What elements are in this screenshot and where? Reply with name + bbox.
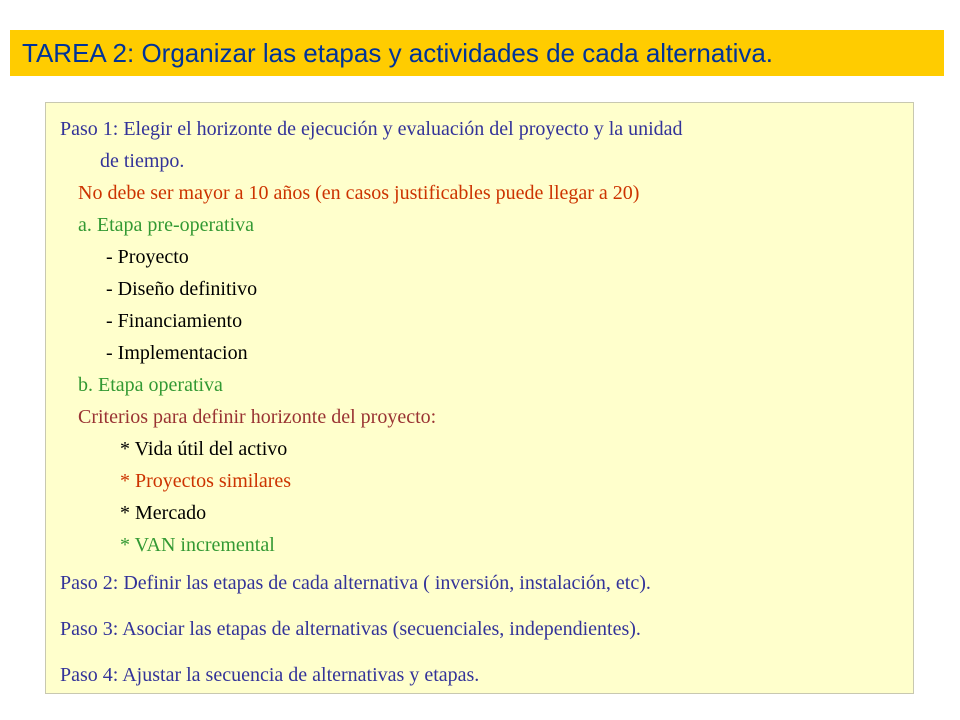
horizon-note: No debe ser mayor a 10 años (en casos justificables puede llegar a 20)	[78, 182, 640, 204]
slide-title: TAREA 2: Organizar las etapas y actividades de cada alternativa.	[22, 37, 774, 68]
paso1-line2: de tiempo.	[100, 150, 185, 172]
title-banner	[10, 30, 944, 76]
stage-a-item: - Proyecto	[106, 246, 189, 268]
stage-b-heading: b. Etapa operativa	[78, 374, 223, 396]
paso1-line1: Paso 1: Elegir el horizonte de ejecución y evaluación del proyecto y la unidad	[60, 118, 683, 140]
stage-a-item: - Diseño definitivo	[106, 278, 258, 300]
stage-a-item: - Implementacion	[106, 342, 248, 364]
paso2-text: Paso 2: Definir las etapas de cada alternativa ( inversión, instalación, etc).	[60, 572, 651, 594]
criteria-item: * Proyectos similares	[120, 470, 292, 492]
criteria-item: * Mercado	[120, 502, 207, 524]
stage-a-item: - Financiamiento	[106, 310, 243, 332]
criteria-item: * VAN incremental	[120, 534, 275, 556]
stage-a-heading: a. Etapa pre-operativa	[78, 214, 255, 236]
criteria-item: * Vida útil del activo	[120, 438, 288, 460]
paso4-text: Paso 4: Ajustar la secuencia de alternativas y etapas.	[60, 664, 480, 686]
paso3-text: Paso 3: Asociar las etapas de alternativas (secuenciales, independientes).	[60, 618, 641, 640]
content-box	[45, 102, 914, 694]
criteria-heading: Criterios para definir horizonte del proyecto:	[78, 406, 437, 428]
